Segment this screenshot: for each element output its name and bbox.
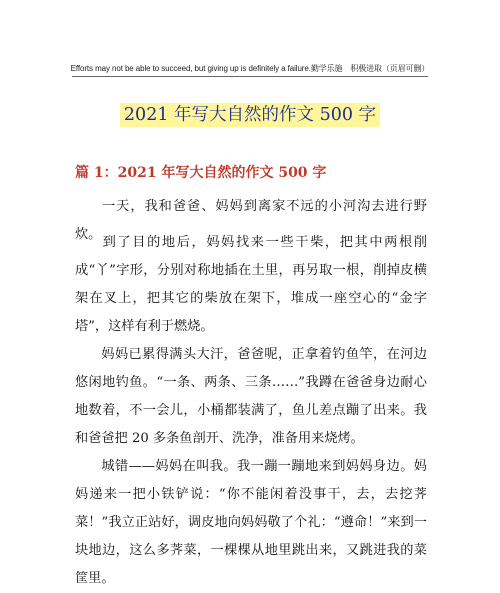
page-header: Efforts may not be able to succeed, but giving up is definitely a failure.勤学乐施 积极进取（页眉可删）: [70, 64, 430, 73]
paragraph-text: 妈妈已累得满头大汗，爸爸呢，正拿着钓鱼竿，在河边悠闲地钓鱼。“一条、两条、三条……”我蹲在爸爸身边耐心地数着，不一会儿，小桶都装满了，鱼儿差点蹦了出来。我和爸爸把 20 多条鱼剖开、洗净，准备用来烧烤。: [75, 347, 427, 446]
document-title-text: 2021 年写大自然的作文 500 字: [120, 103, 380, 127]
header-divider: [72, 76, 428, 77]
paragraph: [75, 453, 427, 593]
paragraph: [75, 341, 427, 453]
paragraph-text: 到了目的地后，妈妈找来一些干柴，把其中两根削成“丫”字形，分别对称地插在土里，再另取一根，削掉皮横架在叉上，把其它的柴放在架下，堆成一座空心的“金字塔”，这样有利于燃烧。: [75, 235, 427, 334]
paragraph-text: 城错——妈妈在叫我。我一蹦一蹦地来到妈妈身边。妈妈递来一把小铁铲说：“你不能闲着没事干，去，去挖荠菜！”我立正站好，调皮地向妈妈敬了个礼：“遵命！”来到一块地边，这么多荠菜，一棵棵从地里跳出来，又跳进我的菜筐里。: [75, 459, 427, 586]
paragraph-text: 一天，我和爸爸、妈妈到离家不远的小河沟去进行野炊。: [75, 199, 427, 242]
paragraph: [75, 229, 427, 341]
document-title: [0, 101, 500, 126]
section-heading: 篇 1：2021 年写大自然的作文 500 字: [75, 165, 327, 181]
